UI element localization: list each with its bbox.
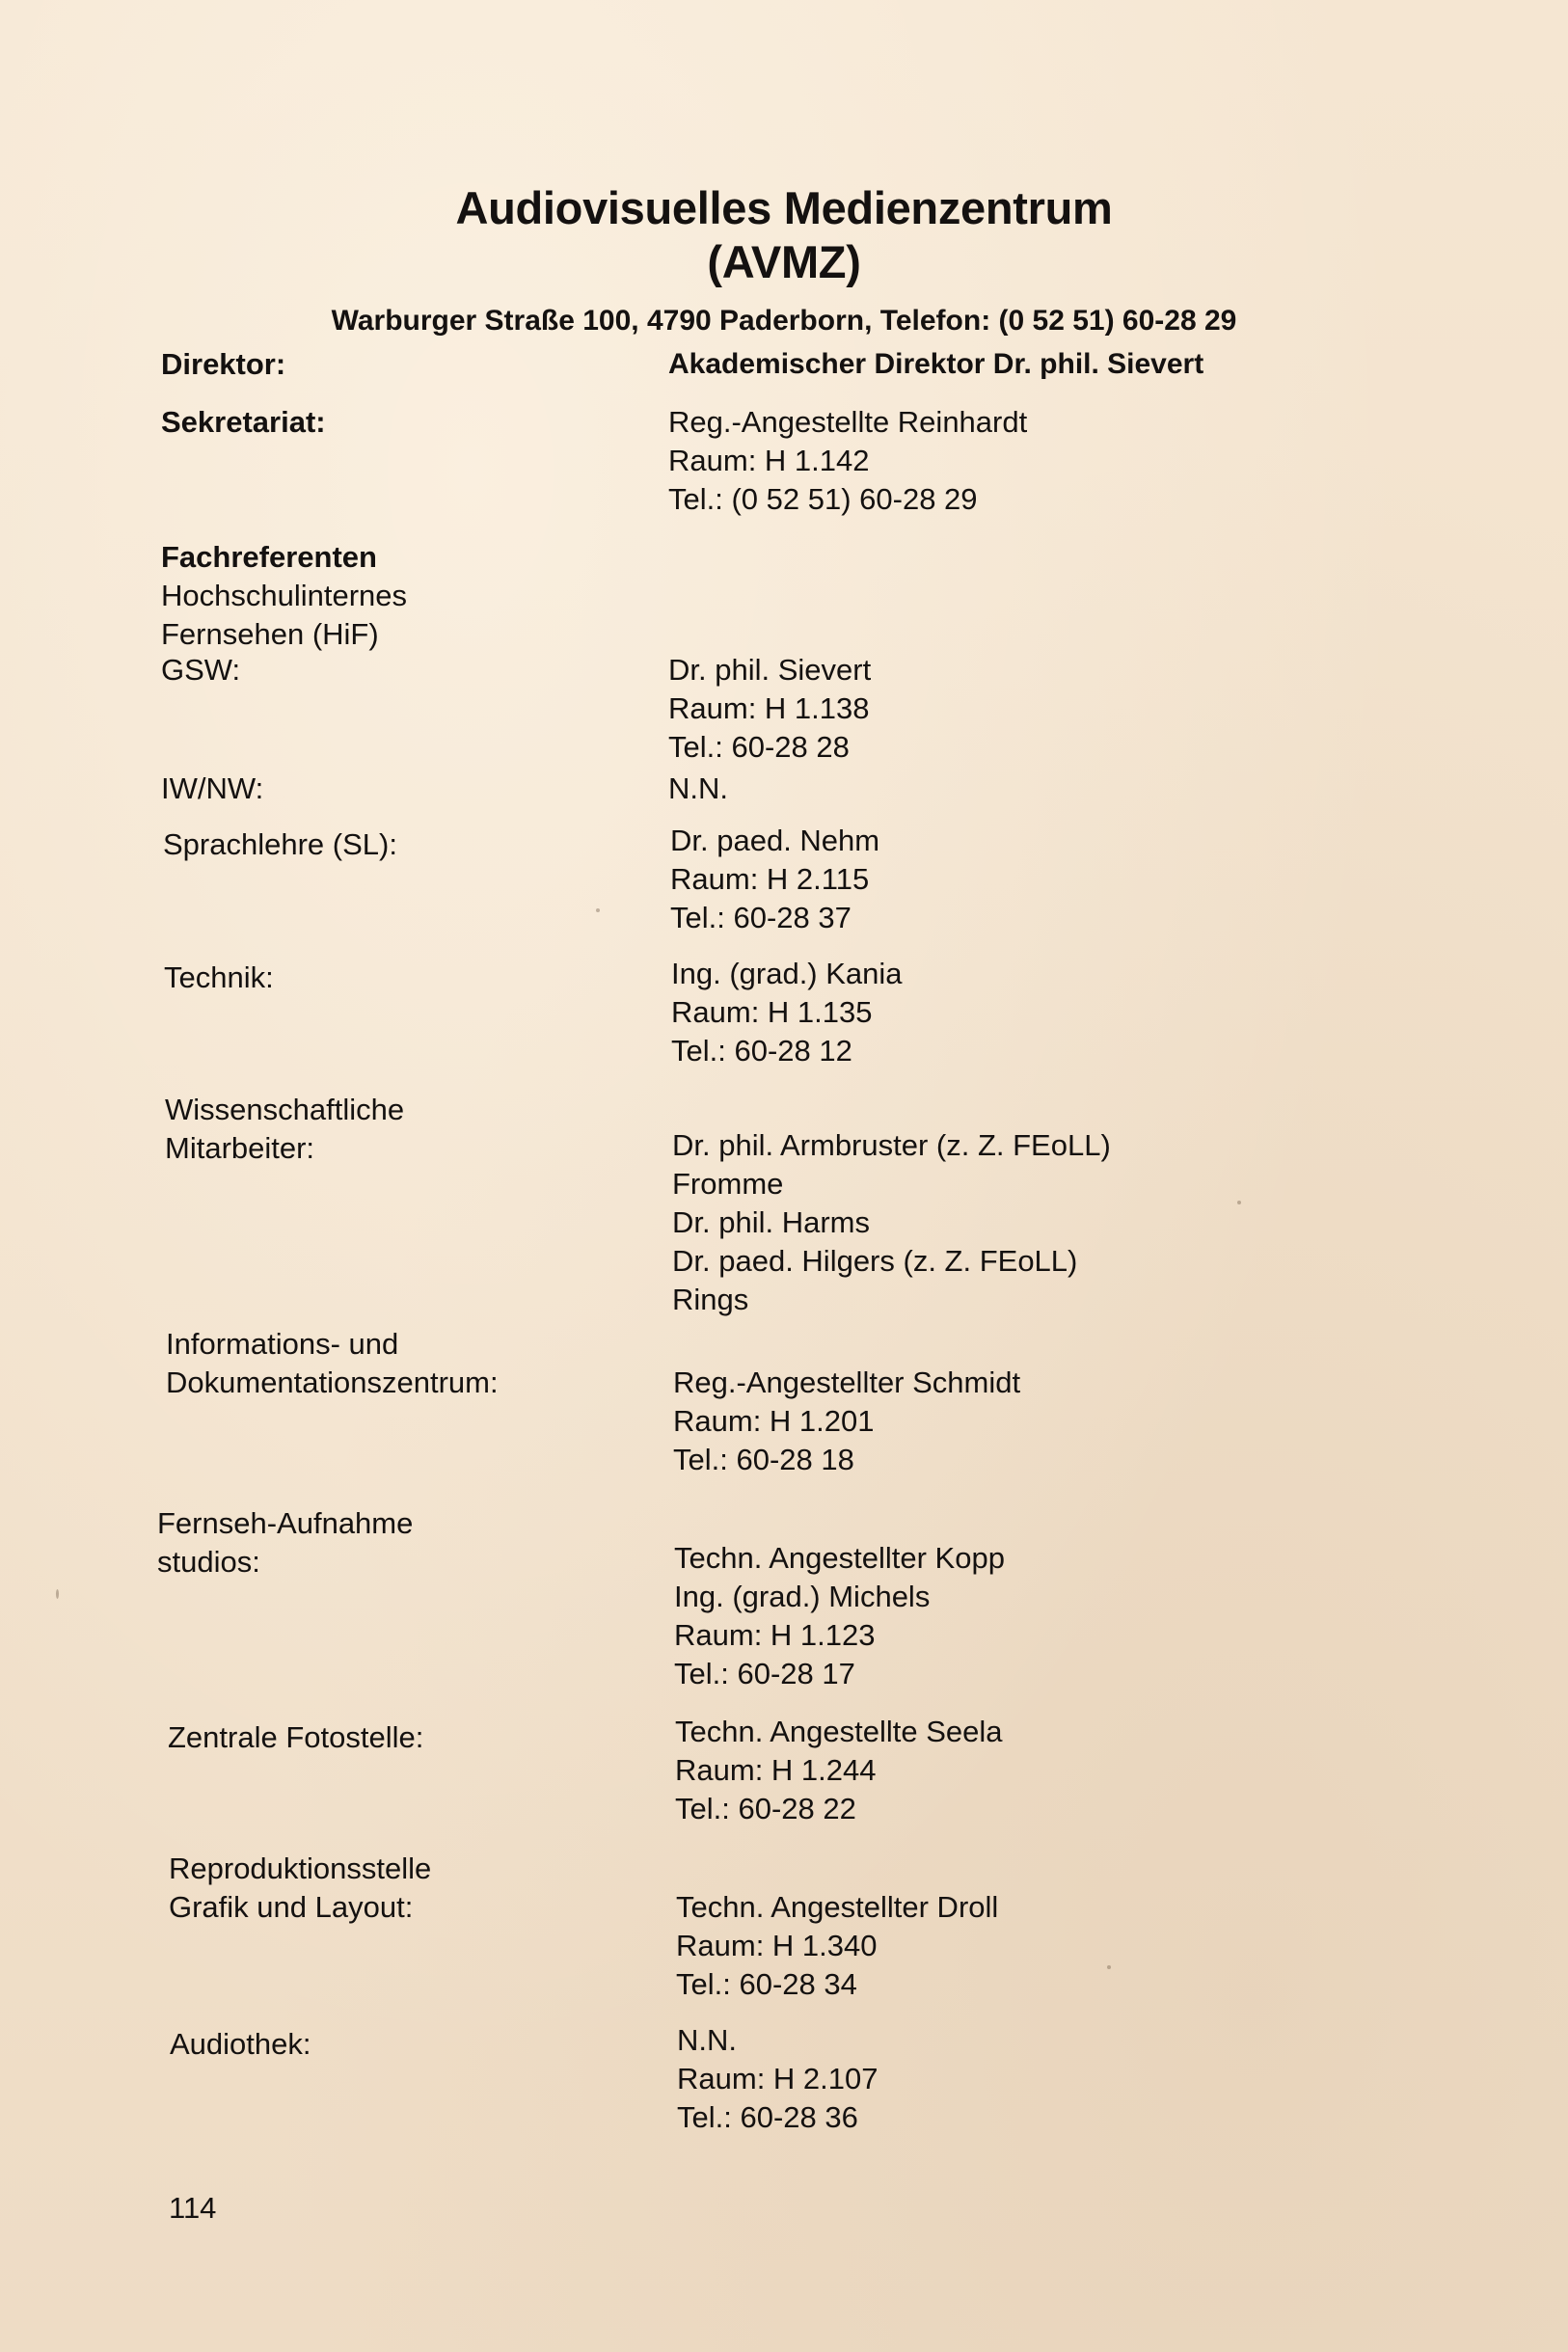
studios-person-2: Ing. (grad.) Michels bbox=[674, 1580, 931, 1613]
sekretariat-label: Sekretariat: bbox=[161, 405, 326, 439]
paper-speck bbox=[56, 1589, 59, 1599]
fachreferenten-section bbox=[161, 538, 407, 654]
wiss-person-3: Dr. phil. Harms bbox=[672, 1205, 870, 1239]
wiss-label-1: Wissenschaftliche bbox=[165, 1093, 405, 1126]
studios-label-2: studios: bbox=[157, 1545, 260, 1579]
repro-label-2: Grafik und Layout: bbox=[169, 1890, 414, 1924]
wiss-label-2: Mitarbeiter: bbox=[165, 1131, 315, 1165]
iud-name: Reg.-Angestellter Schmidt bbox=[673, 1365, 1021, 1399]
iwnw-label: IW/NW: bbox=[161, 771, 264, 805]
sekretariat-room: Raum: H 1.142 bbox=[668, 444, 870, 477]
studios-label-1: Fernseh-Aufnahme bbox=[157, 1506, 414, 1540]
gsw-name: Dr. phil. Sievert bbox=[668, 653, 872, 687]
sekretariat-value bbox=[668, 403, 1027, 519]
studios-value bbox=[674, 1539, 1005, 1693]
direktor-label: Direktor: bbox=[161, 347, 286, 381]
sprachlehre-label: Sprachlehre (SL): bbox=[163, 827, 397, 861]
sprachlehre-value bbox=[670, 822, 879, 937]
wiss-person-2: Fromme bbox=[672, 1167, 784, 1201]
audiothek-phone: Tel.: 60-28 36 bbox=[677, 2100, 858, 2134]
fachreferenten-sub-1: Hochschulinternes bbox=[161, 579, 408, 612]
iud-value bbox=[673, 1364, 1020, 1479]
fachreferenten-sub-2: Fernsehen (HiF) bbox=[161, 617, 379, 651]
repro-label-1: Reproduktionsstelle bbox=[169, 1852, 432, 1885]
gsw-phone: Tel.: 60-28 28 bbox=[668, 730, 850, 764]
direktor-name: Akademischer Direktor Dr. phil. Sievert bbox=[668, 348, 1204, 380]
repro-room: Raum: H 1.340 bbox=[676, 1929, 878, 1962]
sprachlehre-phone: Tel.: 60-28 37 bbox=[670, 901, 852, 934]
technik-value bbox=[671, 955, 903, 1070]
studios-phone: Tel.: 60-28 17 bbox=[674, 1657, 855, 1690]
foto-label: Zentrale Fotostelle: bbox=[168, 1720, 424, 1754]
direktor-value bbox=[668, 345, 1203, 384]
technik-room: Raum: H 1.135 bbox=[671, 995, 873, 1029]
wiss-label bbox=[165, 1091, 404, 1168]
foto-name: Techn. Angestellte Seela bbox=[675, 1715, 1003, 1748]
iud-label-2: Dokumentationszentrum: bbox=[166, 1365, 499, 1399]
audiothek-value bbox=[677, 2021, 879, 2137]
technik-label: Technik: bbox=[164, 960, 274, 994]
iwnw-value bbox=[668, 770, 728, 808]
foto-value bbox=[675, 1713, 1003, 1828]
page-title-abbreviation: (AVMZ) bbox=[707, 236, 861, 287]
wiss-person-4: Dr. paed. Hilgers (z. Z. FEoLL) bbox=[672, 1244, 1078, 1278]
wiss-value bbox=[672, 1126, 1111, 1319]
paper-speck bbox=[1107, 1965, 1111, 1969]
sprachlehre-room: Raum: H 2.115 bbox=[670, 862, 870, 896]
studios-person-1: Techn. Angestellter Kopp bbox=[674, 1541, 1005, 1575]
studios-label bbox=[157, 1504, 413, 1582]
iwnw-name: N.N. bbox=[668, 771, 728, 805]
audiothek-label: Audiothek: bbox=[170, 2027, 311, 2061]
iud-room: Raum: H 1.201 bbox=[673, 1404, 875, 1438]
paper-speck bbox=[596, 908, 600, 912]
audiothek-room: Raum: H 2.107 bbox=[677, 2062, 879, 2095]
technik-phone: Tel.: 60-28 12 bbox=[671, 1034, 852, 1068]
foto-phone: Tel.: 60-28 22 bbox=[675, 1792, 856, 1825]
repro-name: Techn. Angestellter Droll bbox=[676, 1890, 999, 1924]
sekretariat-name: Reg.-Angestellte Reinhardt bbox=[668, 405, 1028, 439]
iud-phone: Tel.: 60-28 18 bbox=[673, 1443, 854, 1476]
page-title: Audiovisuelles Medienzentrum bbox=[455, 182, 1113, 233]
wiss-person-5: Rings bbox=[672, 1283, 749, 1316]
iud-label-1: Informations- und bbox=[166, 1327, 399, 1361]
address-line: Warburger Straße 100, 4790 Paderborn, Telefon: (0 52 51) 60-28 29 bbox=[331, 305, 1237, 337]
gsw-value bbox=[668, 651, 871, 767]
gsw-room: Raum: H 1.138 bbox=[668, 691, 870, 725]
technik-name: Ing. (grad.) Kania bbox=[671, 957, 903, 990]
paper-speck bbox=[1237, 1201, 1241, 1204]
fachreferenten-heading: Fachreferenten bbox=[161, 540, 377, 574]
repro-label bbox=[169, 1850, 431, 1927]
wiss-person-1: Dr. phil. Armbruster (z. Z. FEoLL) bbox=[672, 1128, 1111, 1162]
gsw-label: GSW: bbox=[161, 653, 241, 687]
iud-label bbox=[166, 1325, 499, 1402]
repro-value bbox=[676, 1888, 998, 2004]
audiothek-name: N.N. bbox=[677, 2023, 737, 2057]
page-number: 114 bbox=[169, 2191, 217, 2225]
repro-phone: Tel.: 60-28 34 bbox=[676, 1967, 857, 2001]
studios-room: Raum: H 1.123 bbox=[674, 1618, 876, 1652]
sprachlehre-name: Dr. paed. Nehm bbox=[670, 824, 880, 857]
foto-room: Raum: H 1.244 bbox=[675, 1753, 877, 1787]
sekretariat-phone: Tel.: (0 52 51) 60-28 29 bbox=[668, 482, 978, 516]
